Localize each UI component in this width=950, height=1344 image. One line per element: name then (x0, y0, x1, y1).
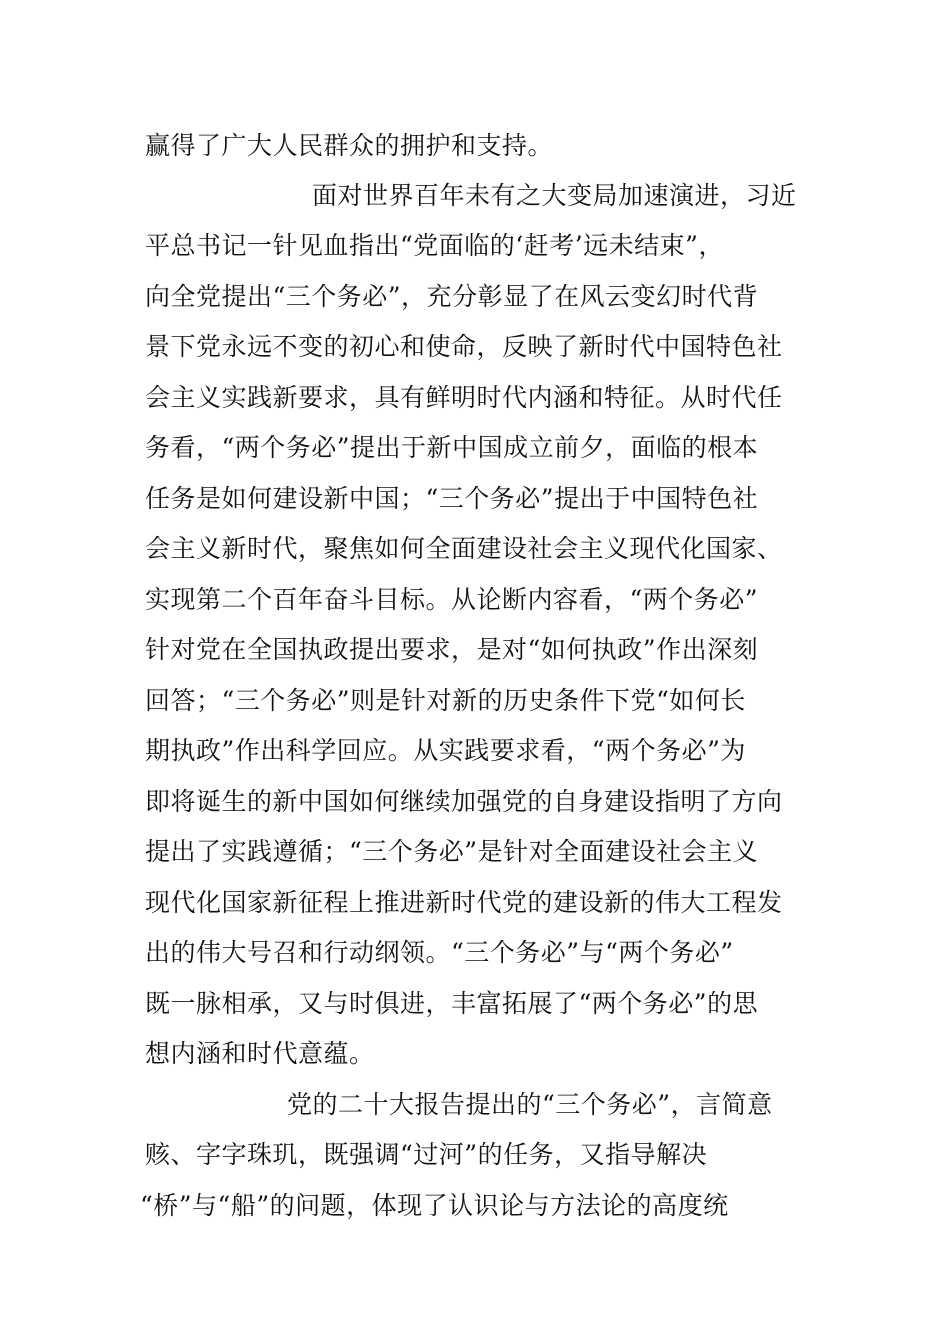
text-line: 平总书记一针见血指出“党面临的‘赶考’远未结束”， (145, 231, 724, 260)
text-line: 提出了实践遵循；“三个务必”是针对全面建设社会主义 (145, 837, 759, 866)
text-line: 既一脉相承，又与时俱进，丰富拓展了“两个务必”的思 (145, 989, 759, 1018)
text-line: 针对党在全国执政提出要求，是对“如何执政”作出深刻 (145, 635, 759, 664)
text-line: 会主义新时代，聚焦如何全面建设社会主义现代化国家、 (145, 534, 783, 563)
text-line: 出的伟大号召和行动纲领。“三个务必”与“两个务必” (145, 938, 734, 967)
text-line: 想内涵和时代意蕴。 (145, 1039, 375, 1068)
text-line: 期执政”作出科学回应。从实践要求看，“两个务必”为 (145, 736, 746, 765)
text-line: 面对世界百年未有之大变局加速演进，习近 (312, 181, 797, 210)
text-line: 实现第二个百年奋斗目标。从论断内容看，“两个务必” (145, 585, 759, 614)
text-line: 景下党永远不变的初心和使命，反映了新时代中国特色社 (145, 332, 783, 361)
text-line: 即将诞生的新中国如何继续加强党的自身建设指明了方向 (145, 787, 783, 816)
text-line: 赅、字字珠玑，既强调“过河”的任务，又指导解决 (145, 1140, 708, 1169)
text-line: 现代化国家新征程上推进新时代党的建设新的伟大工程发 (145, 888, 783, 917)
text-line: “桥”与“船”的问题，体现了认识论与方法论的高度统 (140, 1191, 729, 1220)
text-line: 任务是如何建设新中国；“三个务必”提出于中国特色社 (145, 484, 759, 513)
text-line: 务看，“两个务必”提出于新中国成立前夕，面临的根本 (145, 433, 759, 462)
text-line: 向全党提出“三个务必”，充分彰显了在风云变幻时代背 (145, 282, 759, 311)
text-line: 会主义实践新要求，具有鲜明时代内涵和特征。从时代任 (145, 383, 783, 412)
text-line: 回答；“三个务必”则是针对新的历史条件下党“如何长 (145, 686, 746, 715)
text-line: 赢得了广大人民群众的拥护和支持。 (145, 131, 554, 160)
text-line: 党的二十大报告提出的“三个务必”，言简意 (287, 1090, 773, 1119)
